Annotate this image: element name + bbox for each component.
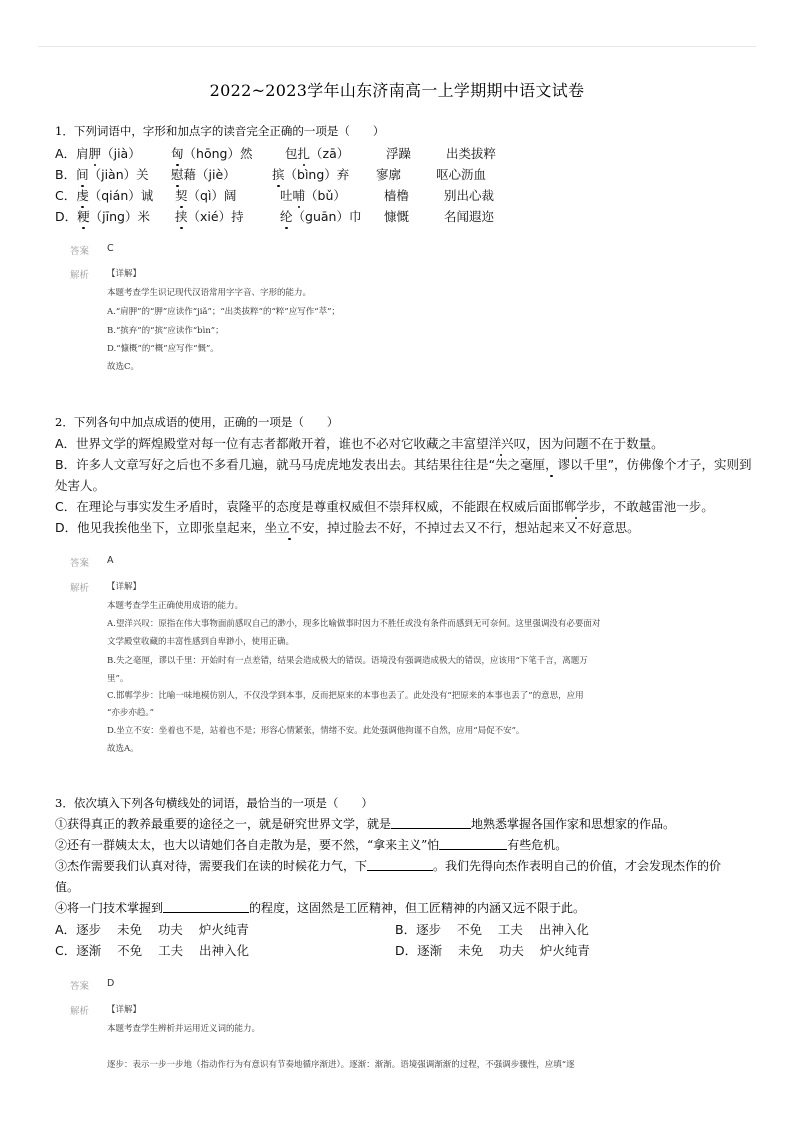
q1-detail-heading: 【详解】	[107, 269, 142, 279]
q3-sentence-1: ①获得真正的教养最重要的途径之一，就是研究世界文学，就是 地熟悉掌握各国作家和思想家的作品。	[55, 817, 676, 831]
q3-option-d: D．逐渐 未免 功夫 炉火纯青	[395, 943, 590, 958]
q1-analysis-label: 解析	[70, 270, 90, 281]
q2-option-a: A．世界文学的辉煌殿堂对每一位有志者都敞开着，谁也不必对它收藏之丰富望洋兴叹，因为问题不在于数量。	[55, 436, 664, 451]
q2-detail-heading: 【详解】	[107, 582, 142, 592]
q3-sentence-2: ②还有一群姨太太，也大以请她们各自走散为是，要不然，“拿来主义”怕 有些危机。	[55, 838, 568, 852]
q2-explanation-line: A.望洋兴叹：原指在伟大事物面前感叹自己的渺小，现多比喻做事时因力不胜任或没有条件而感到无可奈何。这里强调没有必要面对	[107, 619, 601, 629]
q1-option-c: C．虔（qián）诚	[55, 188, 154, 203]
q3-explanation-line: 逐步：表示一步一步地（指动作行为有意识有节奏地循序渐进）。逐渐：渐渐。语境强调渐渐的过程，不强调步骤性，应填“逐	[107, 1060, 575, 1070]
q2-option-c: C．在理论与事实发生矛盾时，袁隆平的态度是尊重权威但不崇拜权威，不能跟在权威后面邯郸学步，不敢越雷池一步。	[55, 499, 714, 514]
q2-explanation-line: “亦步亦趋。”	[107, 708, 154, 718]
q2-explanation-line: C.邯郸学步：比喻一味地模仿别人，不仅没学到本事，反而把原来的本事也丢了。此处没有“把原来的本事也丢了”的意思，应用	[107, 691, 584, 701]
q2-explanation-line: 文学殿堂收藏的丰富性感到自卑渺小，使用正确。	[107, 637, 295, 647]
document-title: 2022~2023学年山东济南高一上学期期中语文试卷	[209, 81, 585, 100]
q1-explanation-line: A.“肩胛”的“胛”应读作“jiǎ”；“出类拔粹”的“粹”应写作“萃”；	[107, 307, 340, 317]
q3-option-b: B．逐步 不免 工夫 出神入化	[395, 922, 589, 937]
q2-answer-label: 答案	[70, 558, 90, 569]
q2-explanation-line: D.坐立不安：坐着也不是，站着也不是；形容心情紧张，情绪不安。此处强调他拘谨不自然，应用“局促不安”。	[107, 726, 525, 736]
q3-sentence-3: ③杰作需要我们认真对待，需要我们在读的时候花力气，下 。我们先得向杰作表明自己的价值，才会发现杰作的价	[55, 859, 722, 873]
q2-explanation-line: 故选A。	[107, 744, 139, 754]
q3-option-c: C．逐渐 不免 工夫 出神入化	[55, 943, 250, 958]
q2-option-b-continued: 处害人。	[55, 478, 106, 493]
q3-stem: 3．依次填入下列各句横线处的词语，最恰当的一项是（ ）	[55, 796, 373, 810]
q2-analysis-label: 解析	[70, 583, 90, 594]
q1-explanation-line: 本题考查学生识记现代汉语常用字字音、字形的能力。	[107, 288, 312, 298]
q2-option-b: B．许多人文章写好之后也不多看几遍，就马马虎虎地发表出去。其结果往往是“失之毫厘，谬以千里”，仿佛像个才子，实则到	[55, 457, 752, 472]
q2-explanation-line: B.失之毫厘，谬以千里：开始时有一点差错，结果会造成极大的错误。语境没有强调造成极大的错误，应该用“下笔千言，离题万	[107, 656, 588, 666]
q3-sentence-3-continued: 值。	[55, 880, 80, 894]
q3-answer: D	[107, 978, 115, 989]
q2-option-d: D．他见我挨他坐下，立即张皇起来，坐立不安，掉过脸去不好，不掉过去又不行，想站起来又不好意思。	[55, 520, 640, 535]
q2-explanation-line: 里”。	[107, 674, 129, 684]
q2-stem: 2．下列各句中加点成语的使用，正确的一项是（ ）	[55, 415, 339, 429]
q1-explanation-line: 故选C。	[107, 362, 140, 372]
q1-option-d: D．粳（jīng）米	[55, 209, 150, 224]
q3-explanation-line: 本题考查学生辨析并运用近义词的能力。	[107, 1024, 261, 1034]
q2-explanation-line: 本题考查学生正确使用成语的能力。	[107, 601, 244, 611]
q1-answer: C	[107, 243, 114, 254]
q2-answer: A	[107, 555, 114, 566]
q1-option-b: B．间（jiàn）关	[55, 167, 149, 182]
header-divider	[38, 46, 756, 47]
q3-sentence-4: ④将一门技术掌握到 的程度，这固然是工匠精神，但工匠精神的内涵又远不限于此。	[55, 901, 586, 915]
q3-analysis-label: 解析	[70, 1006, 90, 1017]
q1-explanation-line: B.“摈弃”的“摈”应读作“bìn”；	[107, 326, 224, 336]
q3-option-a: A．逐步 未免 功夫 炉火纯青	[55, 922, 249, 937]
q1-answer-label: 答案	[70, 246, 90, 257]
q1-option-a: A．肩胛（jià）	[55, 146, 141, 161]
q1-stem: 1．下列词语中，字形和加点字的读音完全正确的一项是（ ）	[55, 124, 385, 138]
q3-answer-label: 答案	[70, 981, 90, 992]
q1-explanation-line: D.“慷概”的“概”应写作“慨”。	[107, 344, 219, 354]
q3-detail-heading: 【详解】	[107, 1005, 142, 1015]
